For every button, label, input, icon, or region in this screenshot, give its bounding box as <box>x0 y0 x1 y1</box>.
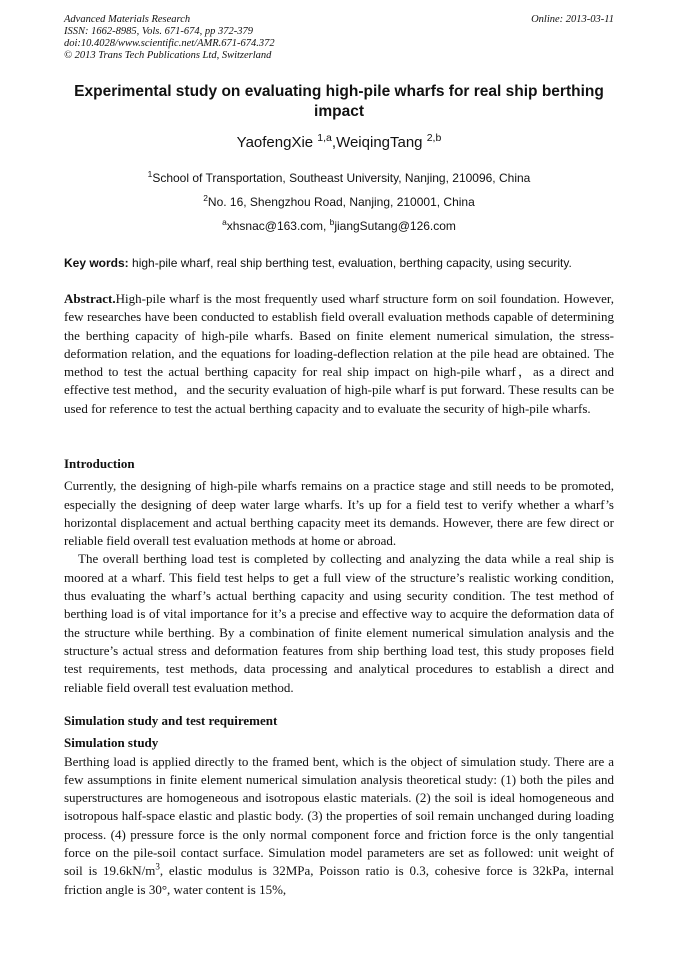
paragraph-text: , elastic modulus is 32MPa, Poisson ratio is 0.3, cohesive force is 32kPa, internal friction angle is 30°, water content is 15%, <box>64 863 614 897</box>
journal-name: Advanced Materials Research <box>64 14 191 25</box>
email-line <box>64 219 614 233</box>
journal-header <box>64 14 275 62</box>
doi-line: doi:10.4028/www.scientific.net/AMR.671-674.372 <box>64 38 275 49</box>
affil-text: School of Transportation, Southeast University, Nanjing, 210096, China <box>152 171 531 185</box>
paragraph: Currently, the designing of high-pile wharfs remains on a practice stage and still needs to be promoted, especially the designing of deep water large wharfs. It’s up for a field test to verify whether a wharf’s horizontal displacement and actual berthing capacity meet its demands. However, there are few direct or reliable field overall test evaluation methods at home or abroad. <box>64 478 614 549</box>
section-heading: Simulation study and test requirement <box>64 713 278 728</box>
email-marker: b <box>329 217 335 227</box>
paragraph <box>64 753 614 899</box>
author-name: WeiqingTang <box>336 134 423 151</box>
author-affil-marker: 2,b <box>426 132 442 144</box>
author-list <box>64 134 614 151</box>
author-separator: , <box>331 134 337 151</box>
affiliation-2 <box>64 195 614 209</box>
copyright-line: © 2013 Trans Tech Publications Ltd, Switzerland <box>64 50 272 61</box>
affiliation-1 <box>64 171 614 185</box>
paper-title: Experimental study on evaluating high-pile wharfs for real ship berthing impact <box>74 83 604 120</box>
email-text: xhsnac@163.com, <box>226 219 330 233</box>
paragraph-text: Berthing load is applied directly to the framed bent, which is the object of simulation study. There are a few assumptions in finite element numerical simulation analysis theoretical study: (1) both the piles and superstructures are homogeneous and isotropous elastic materials. (2) the soil is ideal homogeneous and isotropous half-space elastic and plastic body. (3) the properties of soil remain unchanged during loading process. (4) pressure force is the only normal component force and friction force is the only tangential force on the pile-soil contact surface. Simulation model parameters are set as followed: unit weight of soil is 19.6kN/m <box>64 753 614 879</box>
abstract-text: High-pile wharf is the most frequently used wharf structure form on soil foundation. However, few researches have been conducted to establish field overall evaluation methods capable of determining the berthing capacity of high-pile wharfs. Based on finite element numerical simulation, the stress-deformation relation, and the equations for loading-deflection relation at the pile head are obtained. The method to test the actual berthing capacity for real ship impact on high-pile wharf，as a direct and effective test method，and the security evaluation of high-pile wharf is put forward. These results can be used for reference to test the actual berthing capacity and to evaluate the security of high-pile wharfs. <box>64 291 614 416</box>
author-name: YaofengXie <box>236 134 314 151</box>
issn-line: ISSN: 1662-8985, Vols. 671-674, pp 372-379 <box>64 26 253 37</box>
keywords-label: Key words: <box>64 256 129 270</box>
online-date: Online: 2013-03-11 <box>531 14 614 25</box>
subsection-heading: Simulation study <box>64 735 159 751</box>
affil-marker: 1 <box>147 169 153 179</box>
affil-marker: 2 <box>203 193 208 203</box>
introduction-section <box>64 455 614 697</box>
email-text: jiangSutang@126.com <box>334 219 456 233</box>
superscript: 3 <box>155 862 160 873</box>
email-marker: a <box>222 217 227 227</box>
affil-text: No. 16, Shengzhou Road, Nanjing, 210001, China <box>207 195 475 209</box>
keywords <box>64 256 614 270</box>
simulation-section <box>64 712 614 899</box>
author-affil-marker: 1,a <box>317 132 332 144</box>
abstract-label: Abstract. <box>64 291 116 306</box>
keywords-text: high-pile wharf, real ship berthing test, evaluation, berthing capacity, using security. <box>128 256 572 270</box>
abstract <box>64 290 614 418</box>
paragraph: The overall berthing load test is completed by collecting and analyzing the data while a real ship is moored at a wharf. This field test helps to get a full view of the structure’s realistic working condition, thus evaluating the wharf’s actual berthing capacity and using security condition. The test method of berthing load is of vital importance for it’s a precise and effective way to acquire the deformation data of the structure while berthing. By a combination of finite element numerical simulation analysis and the structure’s actual stress and deformation features from ship berthing load test, this study proposes field test requirements, test methods, data processing and analytical procedures to establish a direct and reliable field overall test evaluation method. <box>64 551 614 695</box>
section-heading: Introduction <box>64 456 135 471</box>
